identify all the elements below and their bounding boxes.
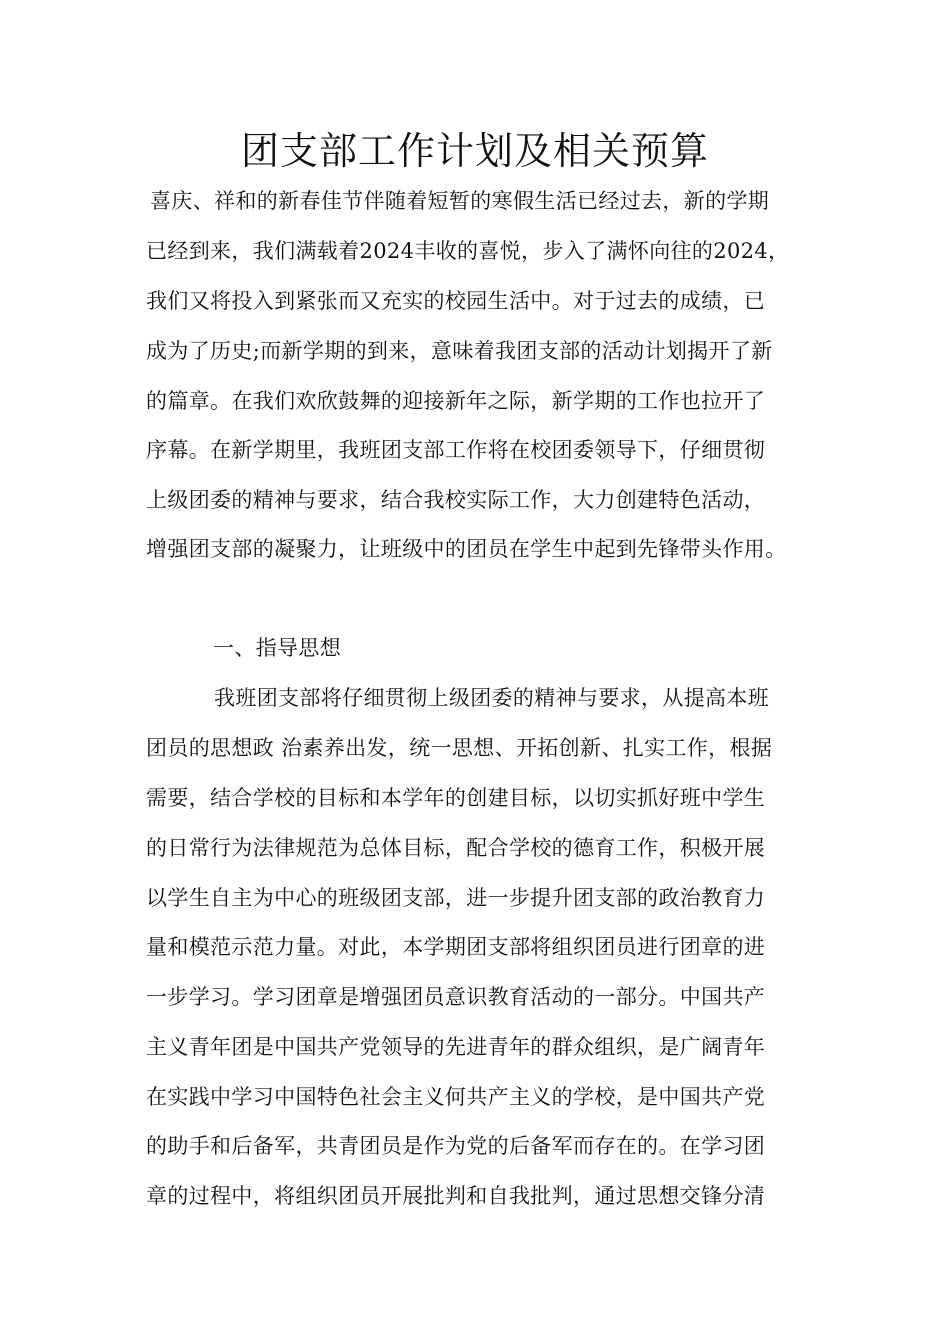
intro-line: 序幕。在新学期里，我班团支部工作将在校团委领导下，仔细贯彻 bbox=[146, 438, 766, 462]
intro-line: 上级团委的精神与要求，结合我校实际工作，大力创建特色活动， bbox=[146, 488, 766, 512]
intro-line: 我们又将投入到紧张而又充实的校园生活中。对于过去的成绩，已 bbox=[146, 289, 766, 313]
paragraph-line: 我班团支部将仔细贯彻上级团委的精神与要求，从提高本班 bbox=[214, 686, 770, 710]
intro-line: 的篇章。在我们欢欣鼓舞的迎接新年之际，新学期的工作也拉开了 bbox=[146, 389, 766, 413]
intro-line: 成为了历史;而新学期的到来，意味着我团支部的活动计划揭开了新 bbox=[146, 339, 773, 363]
paragraph-line: 需要，结合学校的目标和本学年的创建目标，以切实抓好班中学生 bbox=[146, 786, 766, 810]
intro-line: 增强团支部的凝聚力，让班级中的团员在学生中起到先锋带头作用。 bbox=[146, 537, 787, 561]
paragraph-line: 章的过程中，将组织团员开展批判和自我批判，通过思想交锋分清 bbox=[146, 1184, 766, 1208]
paragraph-line: 一步学习。学习团章是增强团员意识教育活动的一部分。中国共产 bbox=[146, 985, 766, 1009]
paragraph-line: 团员的思想政 治素养出发，统一思想、开拓创新、扎实工作，根据 bbox=[146, 736, 773, 760]
paragraph-line: 主义青年团是中国共产党领导的先进青年的群众组织，是广阔青年 bbox=[146, 1035, 766, 1059]
section-heading: 一、指导思想 bbox=[213, 636, 342, 660]
paragraph-line: 的助手和后备军，共青团员是作为党的后备军而存在的。在学习团 bbox=[146, 1134, 766, 1158]
document-title: 团支部工作计划及相关预算 bbox=[240, 129, 709, 173]
intro-line: 已经到来，我们满载着2024丰收的喜悦，步入了满怀向往的2024， bbox=[146, 239, 790, 263]
paragraph-line: 的日常行为法律规范为总体目标，配合学校的德育工作，积极开展 bbox=[146, 836, 766, 860]
paragraph-line: 在实践中学习中国特色社会主义何共产主义的学校，是中国共产党 bbox=[146, 1085, 766, 1109]
paragraph-line: 量和模范示范力量。对此，本学期团支部将组织团员进行团章的进 bbox=[146, 935, 766, 959]
paragraph-line: 以学生自主为中心的班级团支部，进一步提升团支部的政治教育力 bbox=[146, 886, 766, 910]
intro-line: 喜庆、祥和的新春佳节伴随着短暂的寒假生活已经过去，新的学期 bbox=[150, 189, 770, 213]
